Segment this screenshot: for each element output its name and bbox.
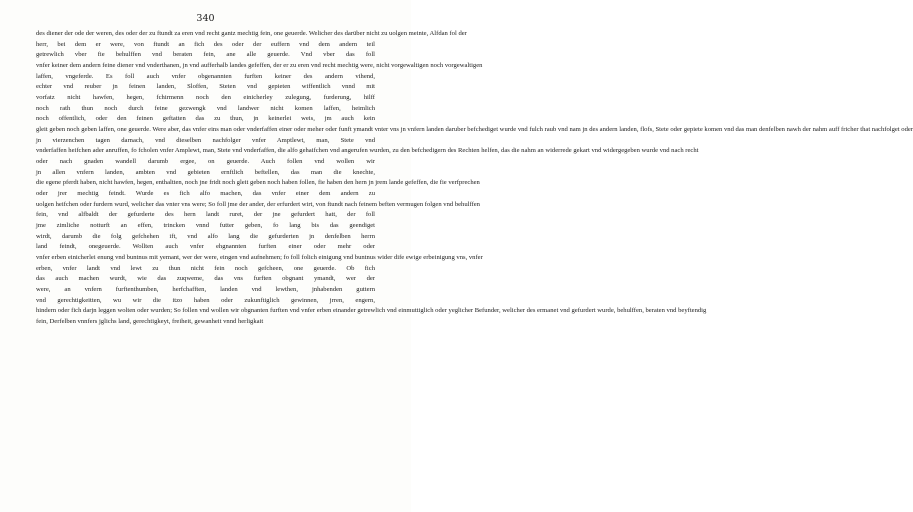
text-line: die egene pferdt haben, nicht hawfen, hegen, enthaltten, noch jne fridt noch gleit geben noch haben follen, fie haben den hern jn jrem lande gefeffen, die fie verfprechen	[36, 179, 480, 187]
text-line: uolgen heifchen oder furdern wurd, welicher das vnter vns were; So foll jme der ander, der erfurdert wirt, von ftundt nach feinem beften vermugen folgen vnd behulffen	[36, 200, 480, 208]
text-line: land feindt, onegeuerde. Wollten auch vnfer ehgnannten furften einer oder mehr oder	[36, 243, 375, 251]
text-line: erben, vnfer landt vnd lewt zu thun nicht fein noch gefcheen, one geuerde. Ob fich	[36, 264, 375, 272]
text-line: oder nach gnaden wandell darumb ergee, on geuerde. Auch follen vnd wollen wir	[36, 158, 375, 166]
page-number: 340	[196, 13, 215, 24]
text-line: jn vierzenchen tagen darnach, vnd dieselben nachfolger vnfer Amptlewt, man, Stete vnd	[36, 136, 375, 144]
text-line: vorfatz nicht hawfen, hegen, fchirmenn noch den einicherley zulegung, furderung, hilff	[36, 94, 375, 102]
text-line: fein, vnd alfbaldt der gefurderte des hern landt ruret, der jne gefurdert hatt, der foll	[36, 211, 375, 219]
text-line: oder jrer mechtig feindt. Wurde es fich alfo machen, das vnfer einer dem andern zu	[36, 190, 375, 198]
text-line: vnfer erben einicherlei enung vnd buntnus mit yemant, wer der were, eingen vnd aufnehmen; fo foll folich einigung vnd buntnus wider dife ewige erbeinigung vns, vnfer	[36, 254, 483, 262]
text-line: vnfer keiner dem andern feine diener vnd vnderthanen, jn vnd aufferhalb landes gefeffen, der er zu eren vnd recht mechtig were, nicht vorgewaltigen noch vorgewaltigen	[36, 62, 483, 70]
text-line: herr, bei dem er were, von ftundt an fich des oder der euffern vnd dem andern teil	[36, 40, 375, 48]
text-line: vnderfaffen heifchen ader anruffen, fo fcholen vnfer Amplewt, man, Stete vnd vnderfaffen, die alfo gehaifchen vnd angerufen wurden, zu den befchedigern des Rechten helfen, das die nahm an widerrede gekart vnd widergegeben wurde vnd nach recht	[36, 147, 699, 155]
text-line: das auch machen wurdt, wie das zuqweme, das vns furften obgnant ymandt, wer der	[36, 275, 375, 283]
text-line: echter vnd reuber jn feinen landen, Sloffen, Steten vnd gepieten wiffentlich vnnd mit	[36, 83, 375, 91]
text-line: were, an vnfern furftenthumben, herfchafften, landen vnd lewthen, jnhabenden guttern	[36, 286, 375, 294]
text-line: fein, Derfelben vnnfers jglichs land, gerechtigkeyt, freiheit, gewanheit vnnd herligkait	[36, 318, 264, 326]
body-text	[36, 29, 913, 328]
text-line: vnd gerechtigkeitten, wu wir die itzo haben oder zukunftiglich gewinnen, jrren, engern,	[36, 296, 375, 304]
text-line: hindern oder fich darjn leggen wolten oder wurden; So follen vnd wollen wir obgnanten furften vnd vnfer erben einander getrewlich vnd einmuttiglich oder yeglicher Befunder, welicher des ermanet vnd gefurdert wurde, behulffen, beraten vnd beyftendig	[36, 307, 707, 315]
text-line: noch rath thun noch durch feine gezwengk vnd landwer nicht komen laffen, heimlich	[36, 104, 375, 112]
text-line: des diener der ode der weren, des oder der zu ftundt za eren vnd recht gantz mechtig fein, one geuerde. Welicher des darüber nicht zu uolgen meinte, Alfdan fol der	[36, 30, 467, 37]
text-line: noch offentlich, oder den feinen geftatten das zu thun, jn keinerlei weis, jm auch kein	[36, 115, 375, 123]
text-line: wirdt, darumb die folg gefchehen ift, vnd alfo lang die gefurderten jn denfelben herrn	[36, 232, 375, 240]
text-line: getrewlich vber fie behulffen vnd beraten fein, ane alle geuerde. Vnd vber das foll	[36, 51, 375, 59]
text-line: laffen, vngeferde. Es foll auch vnfer obgenannten furften keiner des andern vihend,	[36, 72, 375, 80]
text-line: jme zimliche notturft an effen, trincken vnnd futter geben, fo lang bis das geendiget	[36, 222, 375, 230]
text-line: jn allen vnfern landen, ambten vnd gebieten ernftlich beftellen, das man die knechte,	[36, 168, 375, 176]
text-line: gleit geben noch geben laffen, one geuerde. Were aber, das vnfer eins man oder vnderfaffen einer oder meher oder funft ymandt vnter vns jn vnfern landen daruber befchediget wurde vnd fulch raub vnd nam jn des andern landen, flofs, Stete oder gepiete komen vnd das man denfelben nawh der nahm auff fricher that nachfolget oder	[36, 126, 913, 134]
